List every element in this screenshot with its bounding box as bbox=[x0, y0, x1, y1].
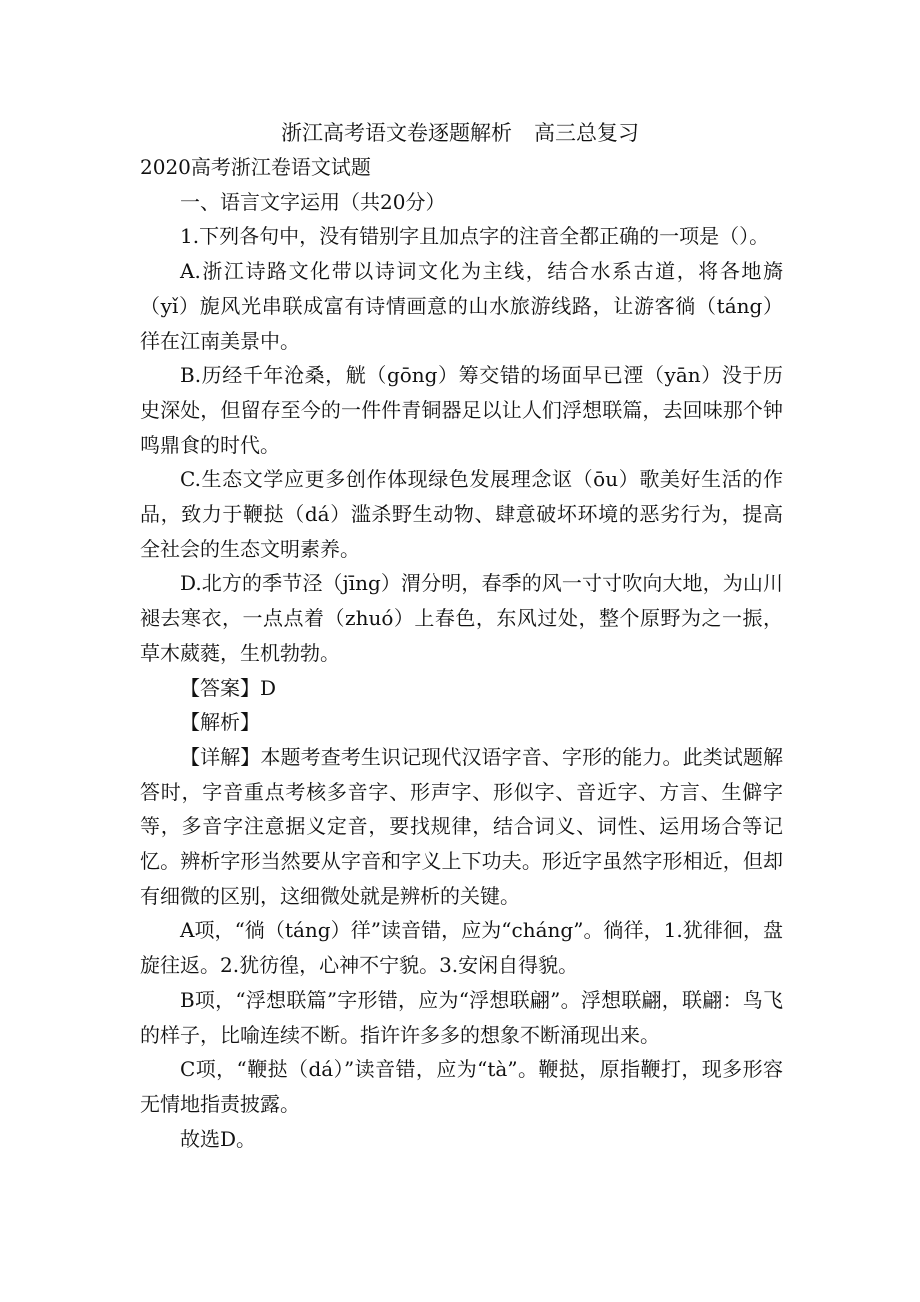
option-c: C.生态文学应更多创作体现绿色发展理念讴（ōu）歌美好生活的作品，致力于鞭挞（dá）滥杀野生动物、肆意破坏环境的恶劣行为，提高全社会的生态文明素养。 bbox=[140, 467, 783, 561]
document-body bbox=[140, 150, 783, 1156]
conclusion-line: 故选D。 bbox=[180, 1126, 257, 1151]
answer-line: 【答案】D bbox=[180, 675, 277, 700]
option-a: A.浙江诗路文化带以诗词文化为主线，结合水系古道，将各地旖（yǐ）旎风光串联成富有诗情画意的山水旅游线路，让游客徜（táng）徉在江南美景中。 bbox=[140, 259, 783, 353]
analysis-item-b: B项，“浮想联篇”字形错，应为“浮想联翩”。浮想联翩，联翩：鸟飞的样子，比喻连续不断。指许许多多的想象不断涌现出来。 bbox=[140, 987, 783, 1047]
question-stem: 1.下列各句中，没有错别字且加点字的注音全都正确的一项是（）。 bbox=[180, 224, 770, 249]
title-main: 浙江高考语文卷逐题解析 bbox=[281, 121, 512, 145]
title-sub: 高三总复习 bbox=[534, 121, 639, 145]
exam-heading: 2020高考浙江卷语文试题 bbox=[140, 155, 371, 179]
analysis-item-a: A项，“徜（táng）徉”读音错，应为“cháng”。徜徉，1.犹徘徊，盘旋往返。2.犹彷徨，心神不宁貌。3.安闲自得貌。 bbox=[140, 918, 783, 978]
option-d: D.北方的季节泾（jīng）渭分明，春季的风一寸寸吹向大地，为山川褪去寒衣，一点点着（zhuó）上春色，东风过处，整个原野为之一振，草木葳蕤，生机勃勃。 bbox=[140, 571, 783, 665]
option-b: B.历经千年沧桑，觥（gōng）筹交错的场面早已湮（yān）没于历史深处，但留存至今的一件件青铜器足以让人们浮想联篇，去回味那个钟鸣鼎食的时代。 bbox=[140, 363, 783, 457]
document-title bbox=[0, 118, 920, 148]
analysis-heading: 【解析】 bbox=[180, 710, 260, 735]
analysis-item-c: C项，“鞭挞（dá）”读音错，应为“tà”。鞭挞，原指鞭打，现多形容无情地指责披露。 bbox=[140, 1057, 783, 1116]
section-heading: 一、语言文字运用（共20分） bbox=[180, 189, 446, 214]
explanation-paragraph: 【详解】本题考查考生识记现代汉语字音、字形的能力。此类试题解答时，字音重点考核多音字、形声字、形似字、音近字、方言、生僻字等，多音字注意据义定音，要找规律，结合词义、词性、运用场合等记忆。辨析字形当然要从字音和字义上下功夫。形近字虽然字形相近，但却有细微的区别，这细微处就是辨析的关键。 bbox=[140, 744, 783, 908]
